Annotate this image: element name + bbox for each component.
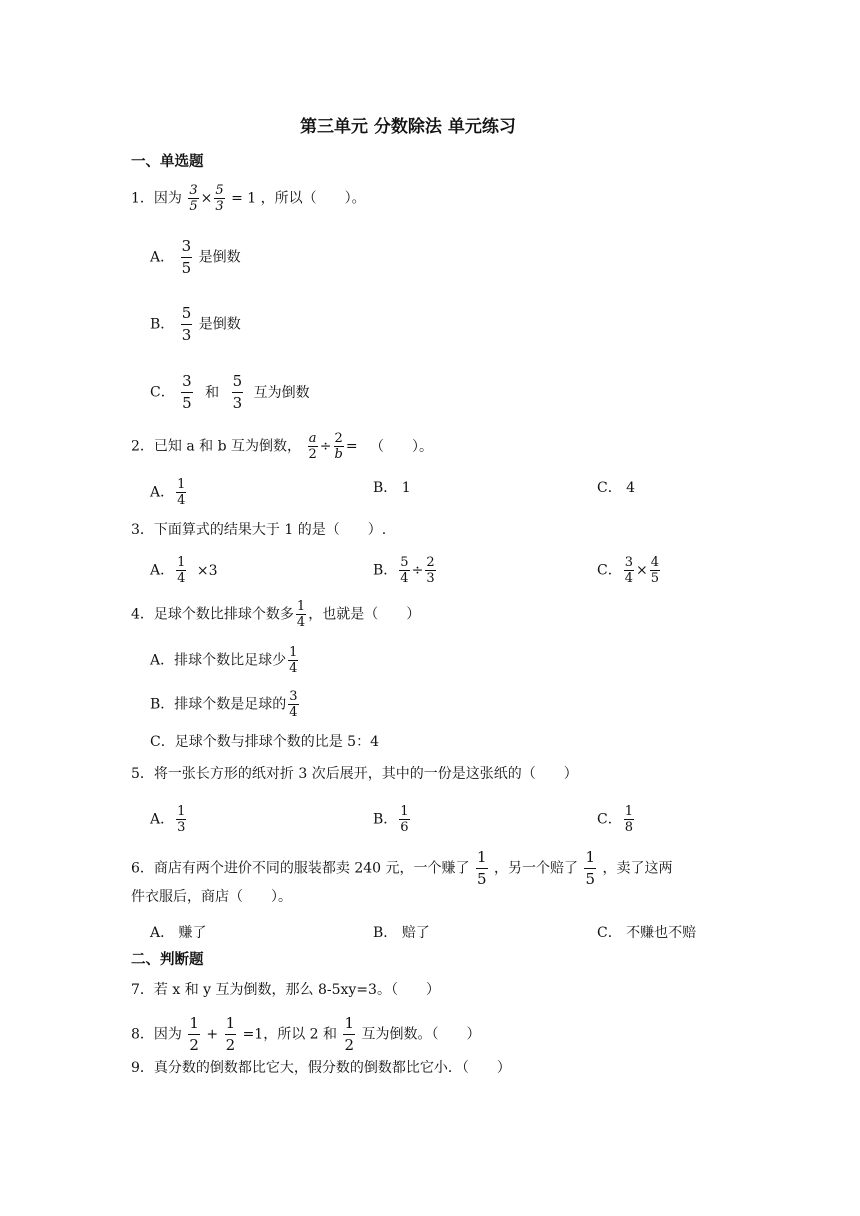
q3-option-c[interactable]: C． $\frac{3}{4}$ × $\frac{4}{5}$	[597, 555, 660, 586]
fraction: $\frac{5}{3}$	[215, 183, 224, 214]
q2-option-b[interactable]: B． 1	[373, 480, 411, 496]
fraction: $\frac{3}{5}$	[181, 237, 192, 277]
q5-option-b[interactable]: B． $\frac{1}{6}$	[373, 804, 409, 835]
fraction: $\frac{1}{2}$	[344, 1014, 355, 1054]
fraction: $\frac{a}{2}$	[308, 431, 317, 462]
q2-option-c[interactable]: C． 4	[597, 480, 636, 496]
fraction: $\frac{1}{2}$	[225, 1014, 236, 1054]
q2-option-a[interactable]: A． $\frac{1}{4}$	[150, 477, 186, 508]
q4-option-a[interactable]: A．排球个数比足球少 $\frac{1}{4}$	[150, 645, 298, 676]
question-9: 9．真分数的倒数都比它大，假分数的倒数都比它小．（ ）	[131, 1060, 511, 1076]
q4-option-c[interactable]: C．足球个数与排球个数的比是 5：4	[150, 734, 379, 750]
fraction: $\frac{1}{5}$	[585, 848, 595, 888]
fraction: $\frac{1}{5}$	[477, 848, 487, 888]
fraction: $\frac{1}{3}$	[177, 804, 186, 835]
question-1: 1．因为 $\frac{3}{5}$ × $\frac{5}{3}$ = 1 ，所以（ ）。	[131, 183, 366, 214]
question-3: 3．下面算式的结果大于 1 的是（ ）.	[131, 522, 387, 538]
page-title: 第三单元 分数除法 单元练习	[300, 117, 516, 137]
question-8: 8．因为 $\frac{1}{2}$ + $\frac{1}{2}$ =1，所以 2 和 $\frac{1}{2}$ 互为倒数。（ ）	[131, 1014, 481, 1054]
fraction: $\frac{1}{2}$	[189, 1014, 199, 1054]
question-5: 5．将一张长方形的纸对折 3 次后展开，其中的一份是这张纸的（ ）	[131, 766, 578, 782]
q1-option-c[interactable]: C． $\frac{3}{5}$ 和 $\frac{5}{3}$ 互为倒数	[150, 372, 310, 412]
fraction: $\frac{4}{5}$	[650, 555, 660, 586]
q4-option-b[interactable]: B．排球个数是足球的 $\frac{3}{4}$	[150, 689, 298, 720]
q5-option-a[interactable]: A． $\frac{1}{3}$	[150, 804, 186, 835]
fraction: $\frac{5}{3}$	[232, 372, 243, 412]
q5-option-c[interactable]: C． $\frac{1}{8}$	[597, 804, 633, 835]
question-2: 2．已知 a 和 b 互为倒数， $\frac{a}{2}$ ÷ $\frac{2}{b}$ = （ ）。	[131, 431, 434, 462]
fraction: $\frac{1}{4}$	[177, 477, 186, 508]
fraction: $\frac{3}{4}$	[624, 555, 633, 586]
section-heading-single-choice: 一、单选题	[131, 154, 204, 170]
section-heading-true-false: 二、判断题	[131, 952, 204, 968]
fraction: $\frac{3}{5}$	[189, 183, 198, 214]
fraction: $\frac{5}{4}$	[400, 555, 409, 586]
fraction: $\frac{1}{6}$	[400, 804, 409, 835]
fraction: $\frac{2}{3}$	[426, 555, 435, 586]
q3-option-b[interactable]: B． $\frac{5}{4}$ ÷ $\frac{2}{3}$	[373, 555, 435, 586]
question-7: 7．若 x 和 y 互为倒数，那么 8-5xy=3。（ ）	[131, 982, 440, 998]
fraction: $\frac{1}{4}$	[289, 645, 298, 676]
q6-option-a[interactable]: A． 赚了	[150, 925, 207, 941]
fraction: $\frac{1}{4}$	[177, 555, 186, 586]
q1-option-b[interactable]: B． $\frac{5}{3}$ 是倒数	[150, 304, 241, 344]
fraction: $\frac{3}{4}$	[289, 689, 298, 720]
fraction: $\frac{3}{5}$	[182, 372, 192, 412]
q6-option-b[interactable]: B． 赔了	[373, 925, 430, 941]
q6-option-c[interactable]: C． 不赚也不赔	[597, 925, 697, 941]
q3-option-a[interactable]: A． $\frac{1}{4}$ ×3	[150, 555, 218, 586]
fraction: $\frac{1}{8}$	[624, 804, 633, 835]
question-6-line-2: 件衣服后，商店（ ）。	[131, 889, 292, 905]
q1-option-a[interactable]: A． $\frac{3}{5}$ 是倒数	[150, 237, 241, 277]
question-4: 4．足球个数比排球个数多 $\frac{1}{4}$ ，也就是（ ）	[131, 599, 421, 630]
question-6: 6．商店有两个进价不同的服装都卖 240 元，一个赚了 $\frac{1}{5}$ ，另一个赔了 $\frac{1}{5}$ ，卖了这两	[131, 848, 673, 888]
fraction: $\frac{1}{4}$	[296, 599, 306, 630]
fraction: $\frac{2}{b}$	[334, 431, 343, 462]
fraction: $\frac{5}{3}$	[181, 304, 192, 344]
